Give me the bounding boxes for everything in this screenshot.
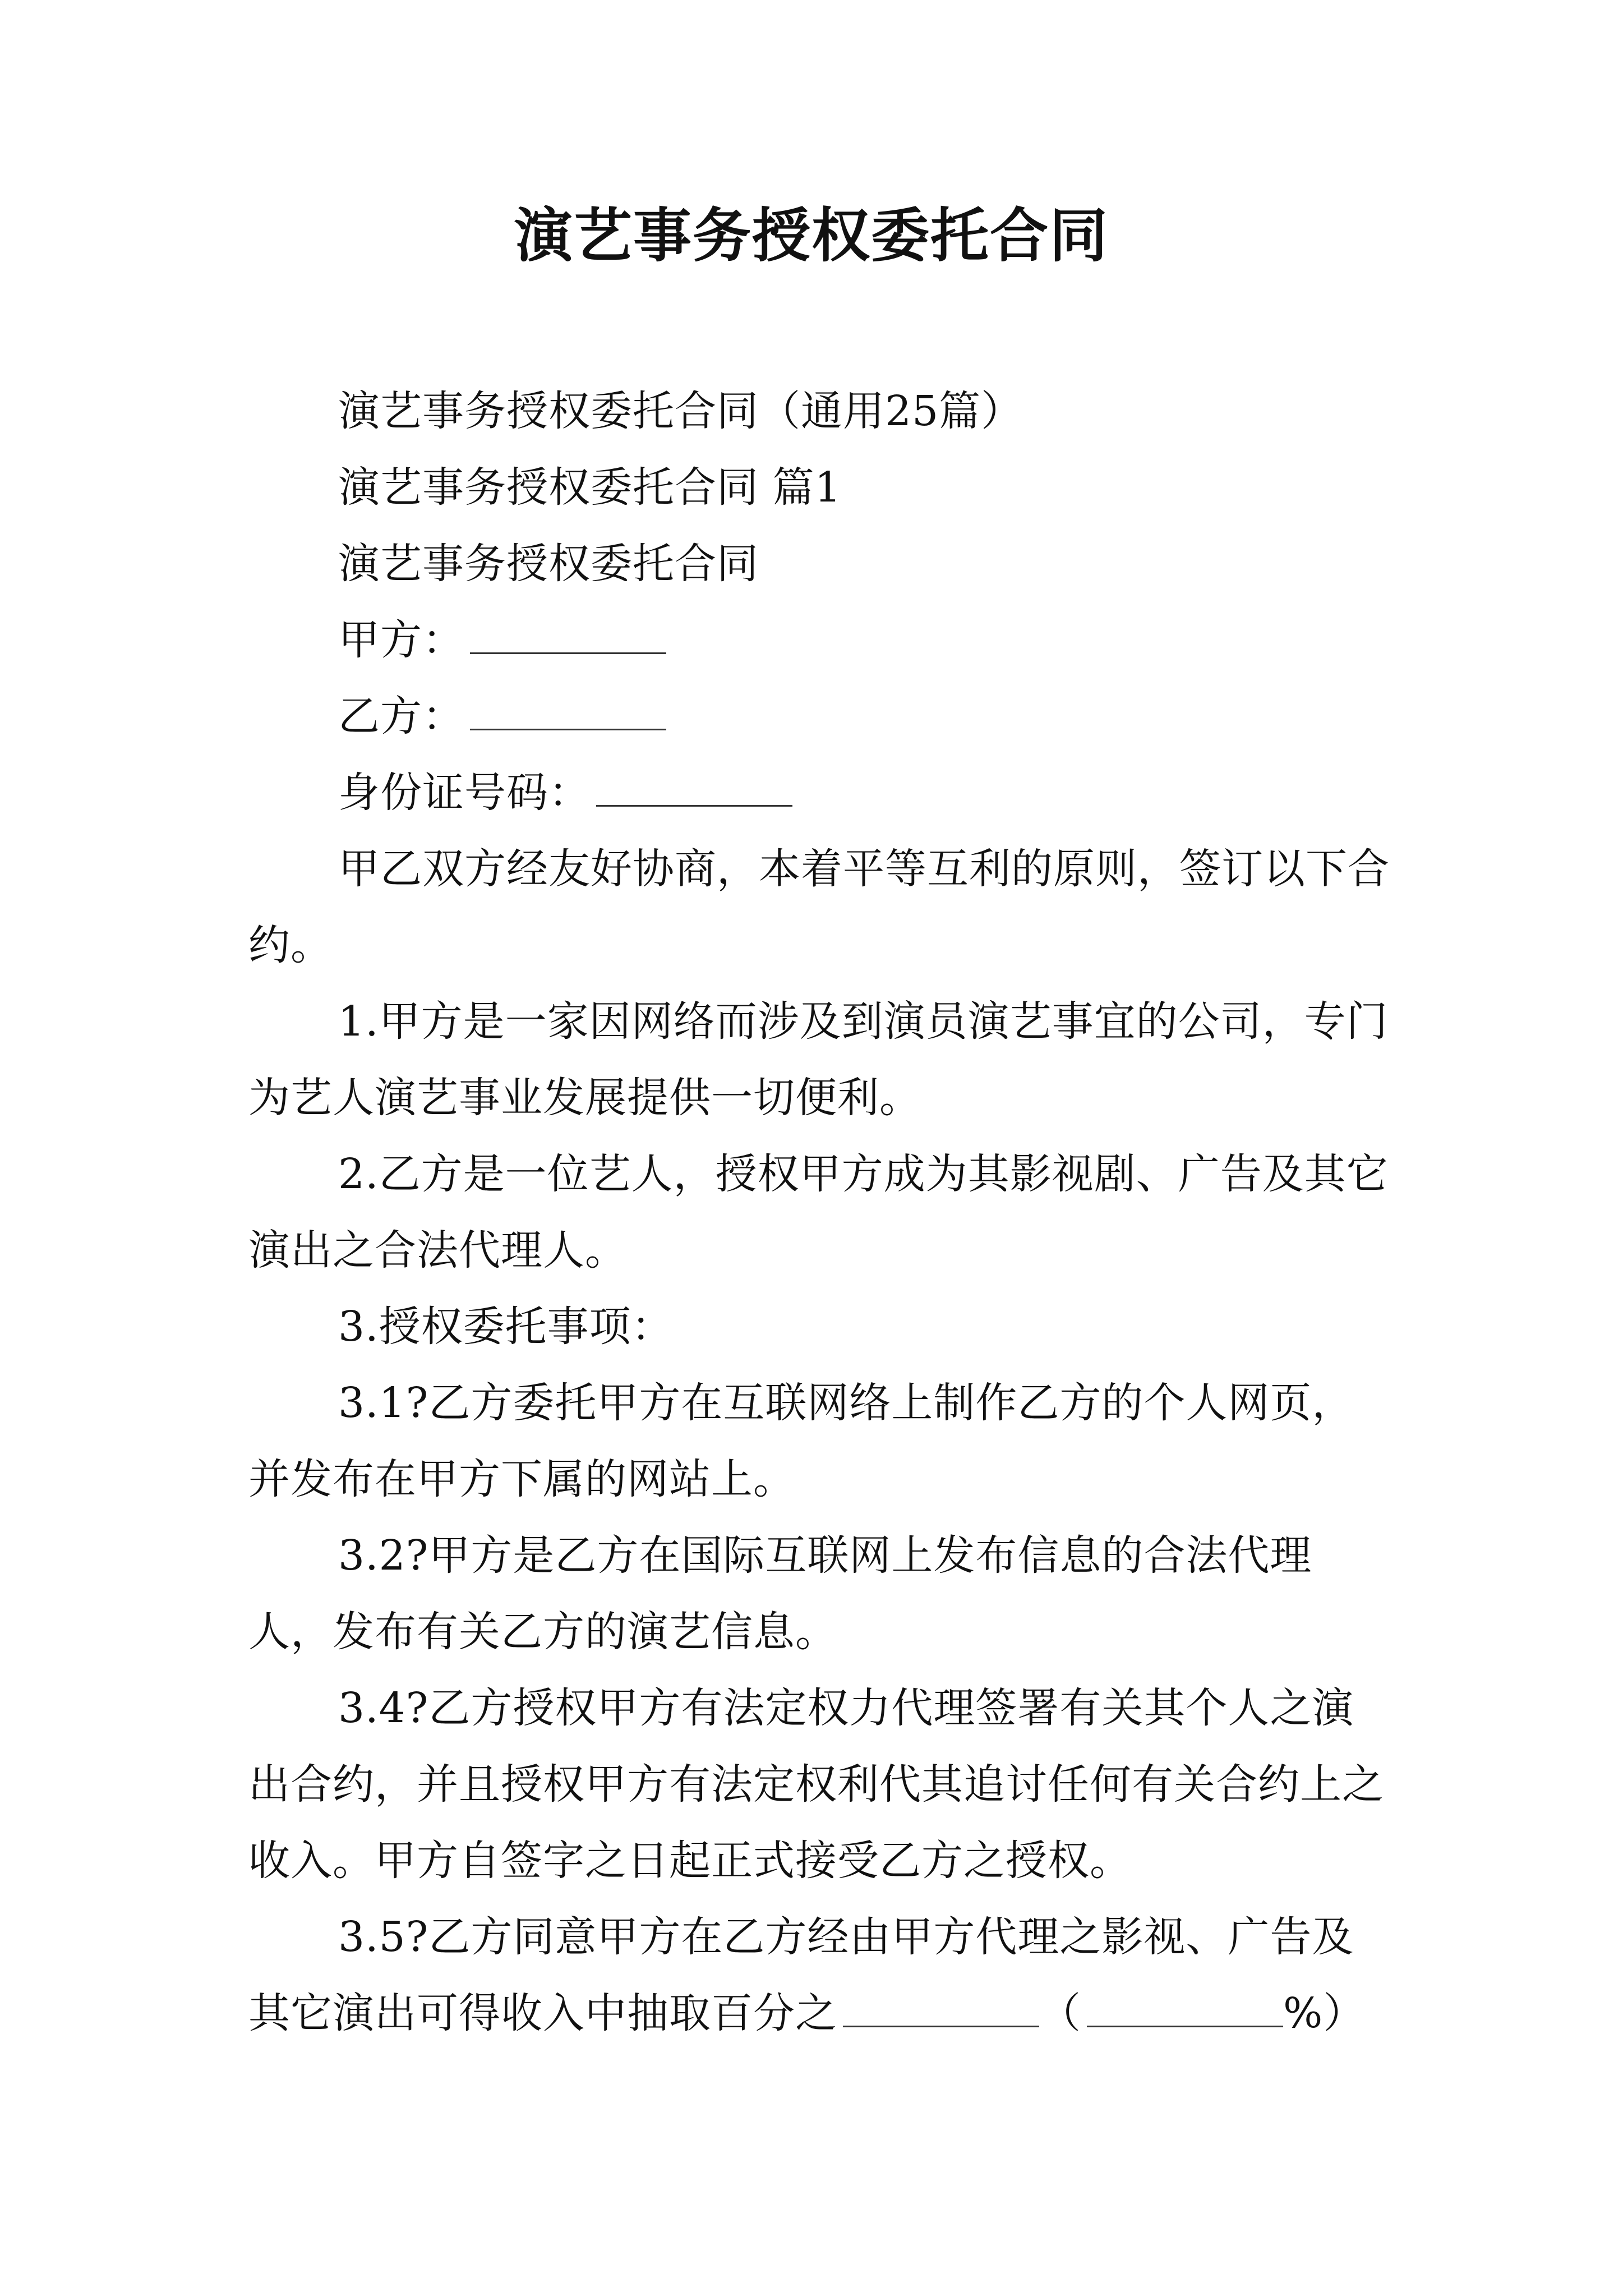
party-a-blank [470,613,666,654]
paragraph-subtitle: 演艺事务授权委托合同（通用25篇） [338,387,1023,435]
id-number-blank [596,766,792,807]
document-body [248,373,1393,2051]
paragraph-section-heading: 演艺事务授权委托合同 篇1 [338,463,842,512]
percentage-words-blank [843,1986,1039,2027]
clause-3-5-percent: %） [1283,1989,1366,2037]
party-b-line [248,678,1393,754]
paragraph-clause-3-1: 3.1?乙方委托甲方在互联网络上制作乙方的个人网页，并发布在甲方下属的网站上。 [248,1379,1354,1503]
clause-3-5-open-paren: （ [1039,1989,1081,2037]
party-b-label: 乙方： [338,692,464,740]
paragraph-clause-3-5 [248,1899,1393,2051]
party-a-line [248,602,1393,678]
id-number-line [248,754,1393,831]
document-title: 演艺事务授权委托合同 [514,201,1109,270]
paragraph-preamble: 甲乙双方经友好协商，本着平等互利的原则，签订以下合约。 [248,845,1390,969]
paragraph-contract-name: 演艺事务授权委托合同 [338,540,759,588]
party-a-label: 甲方： [338,616,464,664]
paragraph-clause-2: 2.乙方是一位艺人，授权甲方成为其影视剧、广告及其它演出之合法代理人。 [248,1150,1389,1274]
clause-3-5-text: 3.5?乙方同意甲方在乙方经由甲方代理之影视、广告及其它演出可得收入中抽取百分之 [248,1913,1354,2037]
paragraph-clause-3-4: 3.4?乙方授权甲方有法定权力代理签署有关其个人之演出合约，并且授权甲方有法定权利代其追讨任何有关合约上之收入。甲方自签字之日起正式接受乙方之授权。 [248,1684,1384,1885]
paragraph-clause-1: 1.甲方是一家因网络而涉及到演员演艺事宜的公司，专门为艺人演艺事业发展提供一切便利。 [248,997,1389,1122]
id-number-label: 身份证号码： [338,769,591,817]
percentage-number-blank [1087,1986,1283,2027]
paragraph-clause-3-2: 3.2?甲方是乙方在国际互联网上发布信息的合法代理人，发布有关乙方的演艺信息。 [248,1531,1312,1656]
party-b-blank [470,689,666,730]
paragraph-clause-3: 3.授权委托事项： [338,1303,674,1351]
